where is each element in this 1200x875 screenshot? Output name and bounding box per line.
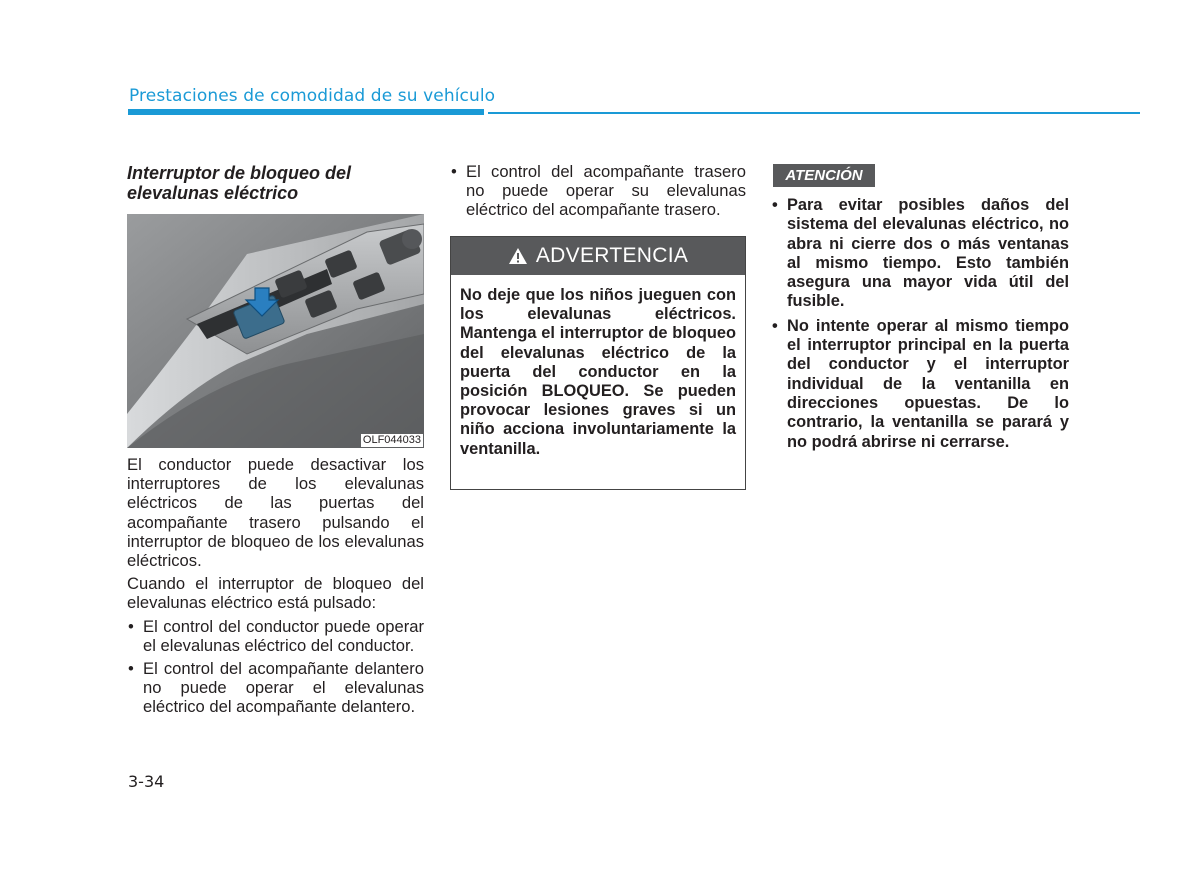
list-item: • El control del acompañante trasero no puede operar su elevalunas eléctrico del acompañante trasero. [450,162,746,220]
paragraph: Cuando el interruptor de bloqueo del elevalunas eléctrico está pulsado: [127,574,424,613]
warning-triangle-icon [508,247,528,265]
running-header: Prestaciones de comodidad de su vehículo [129,86,496,106]
warning-box [450,236,746,490]
list-item: • El control del conductor puede operar el elevalunas eléctrico del conductor. [127,617,424,655]
caution-label: ATENCIÓN [773,164,875,187]
list-item: • Para evitar posibles daños del sistema del elevalunas eléctrico, no abra ni cierre dos o más ventanas al mismo tiempo. Esto también asegura una mayor vida útil del fusible. [771,196,1069,312]
section-title: Interruptor de bloqueo del elevalunas eléctrico [127,163,351,203]
list-item: • El control del acompañante delantero no puede operar el elevalunas eléctrico del acompañante delantero. [127,659,424,717]
bullet-list [771,196,1069,452]
column-2-body [450,162,746,224]
window-lock-switch-photo [127,214,424,448]
header-rule-thin [488,112,1140,114]
warning-text: No deje que los niños jueguen con los elevalunas eléctricos. Mantenga el interruptor de bloqueo del elevalunas eléctrico de la puerta del conductor en la posición BLOQUEO. Se pueden provocar lesiones graves si un niño acciona involuntariamente la ventanilla. [460,286,736,458]
column-1-body [127,455,424,721]
list-item: • No intente operar al mismo tiempo el interruptor principal en la puerta del conductor y el interruptor individual de la ventanilla en direcciones opuestas. De lo contrario, la ventanilla se parará y no podrá abrirse ni cerrarse. [771,317,1069,452]
bullet-list [127,617,424,717]
caution-body [771,196,1069,457]
warning-header [451,237,745,275]
page-number: 3-34 [128,772,165,791]
paragraph: El conductor puede desactivar los interruptores de los elevalunas eléctricos de las puertas del acompañante trasero pulsando el interruptor de bloqueo de los elevalunas eléctricos. [127,455,424,571]
figure-code: OLF044033 [362,434,421,446]
header-rule-thick [128,109,484,115]
warning-title: ADVERTENCIA [535,244,689,267]
bullet-list [450,162,746,220]
